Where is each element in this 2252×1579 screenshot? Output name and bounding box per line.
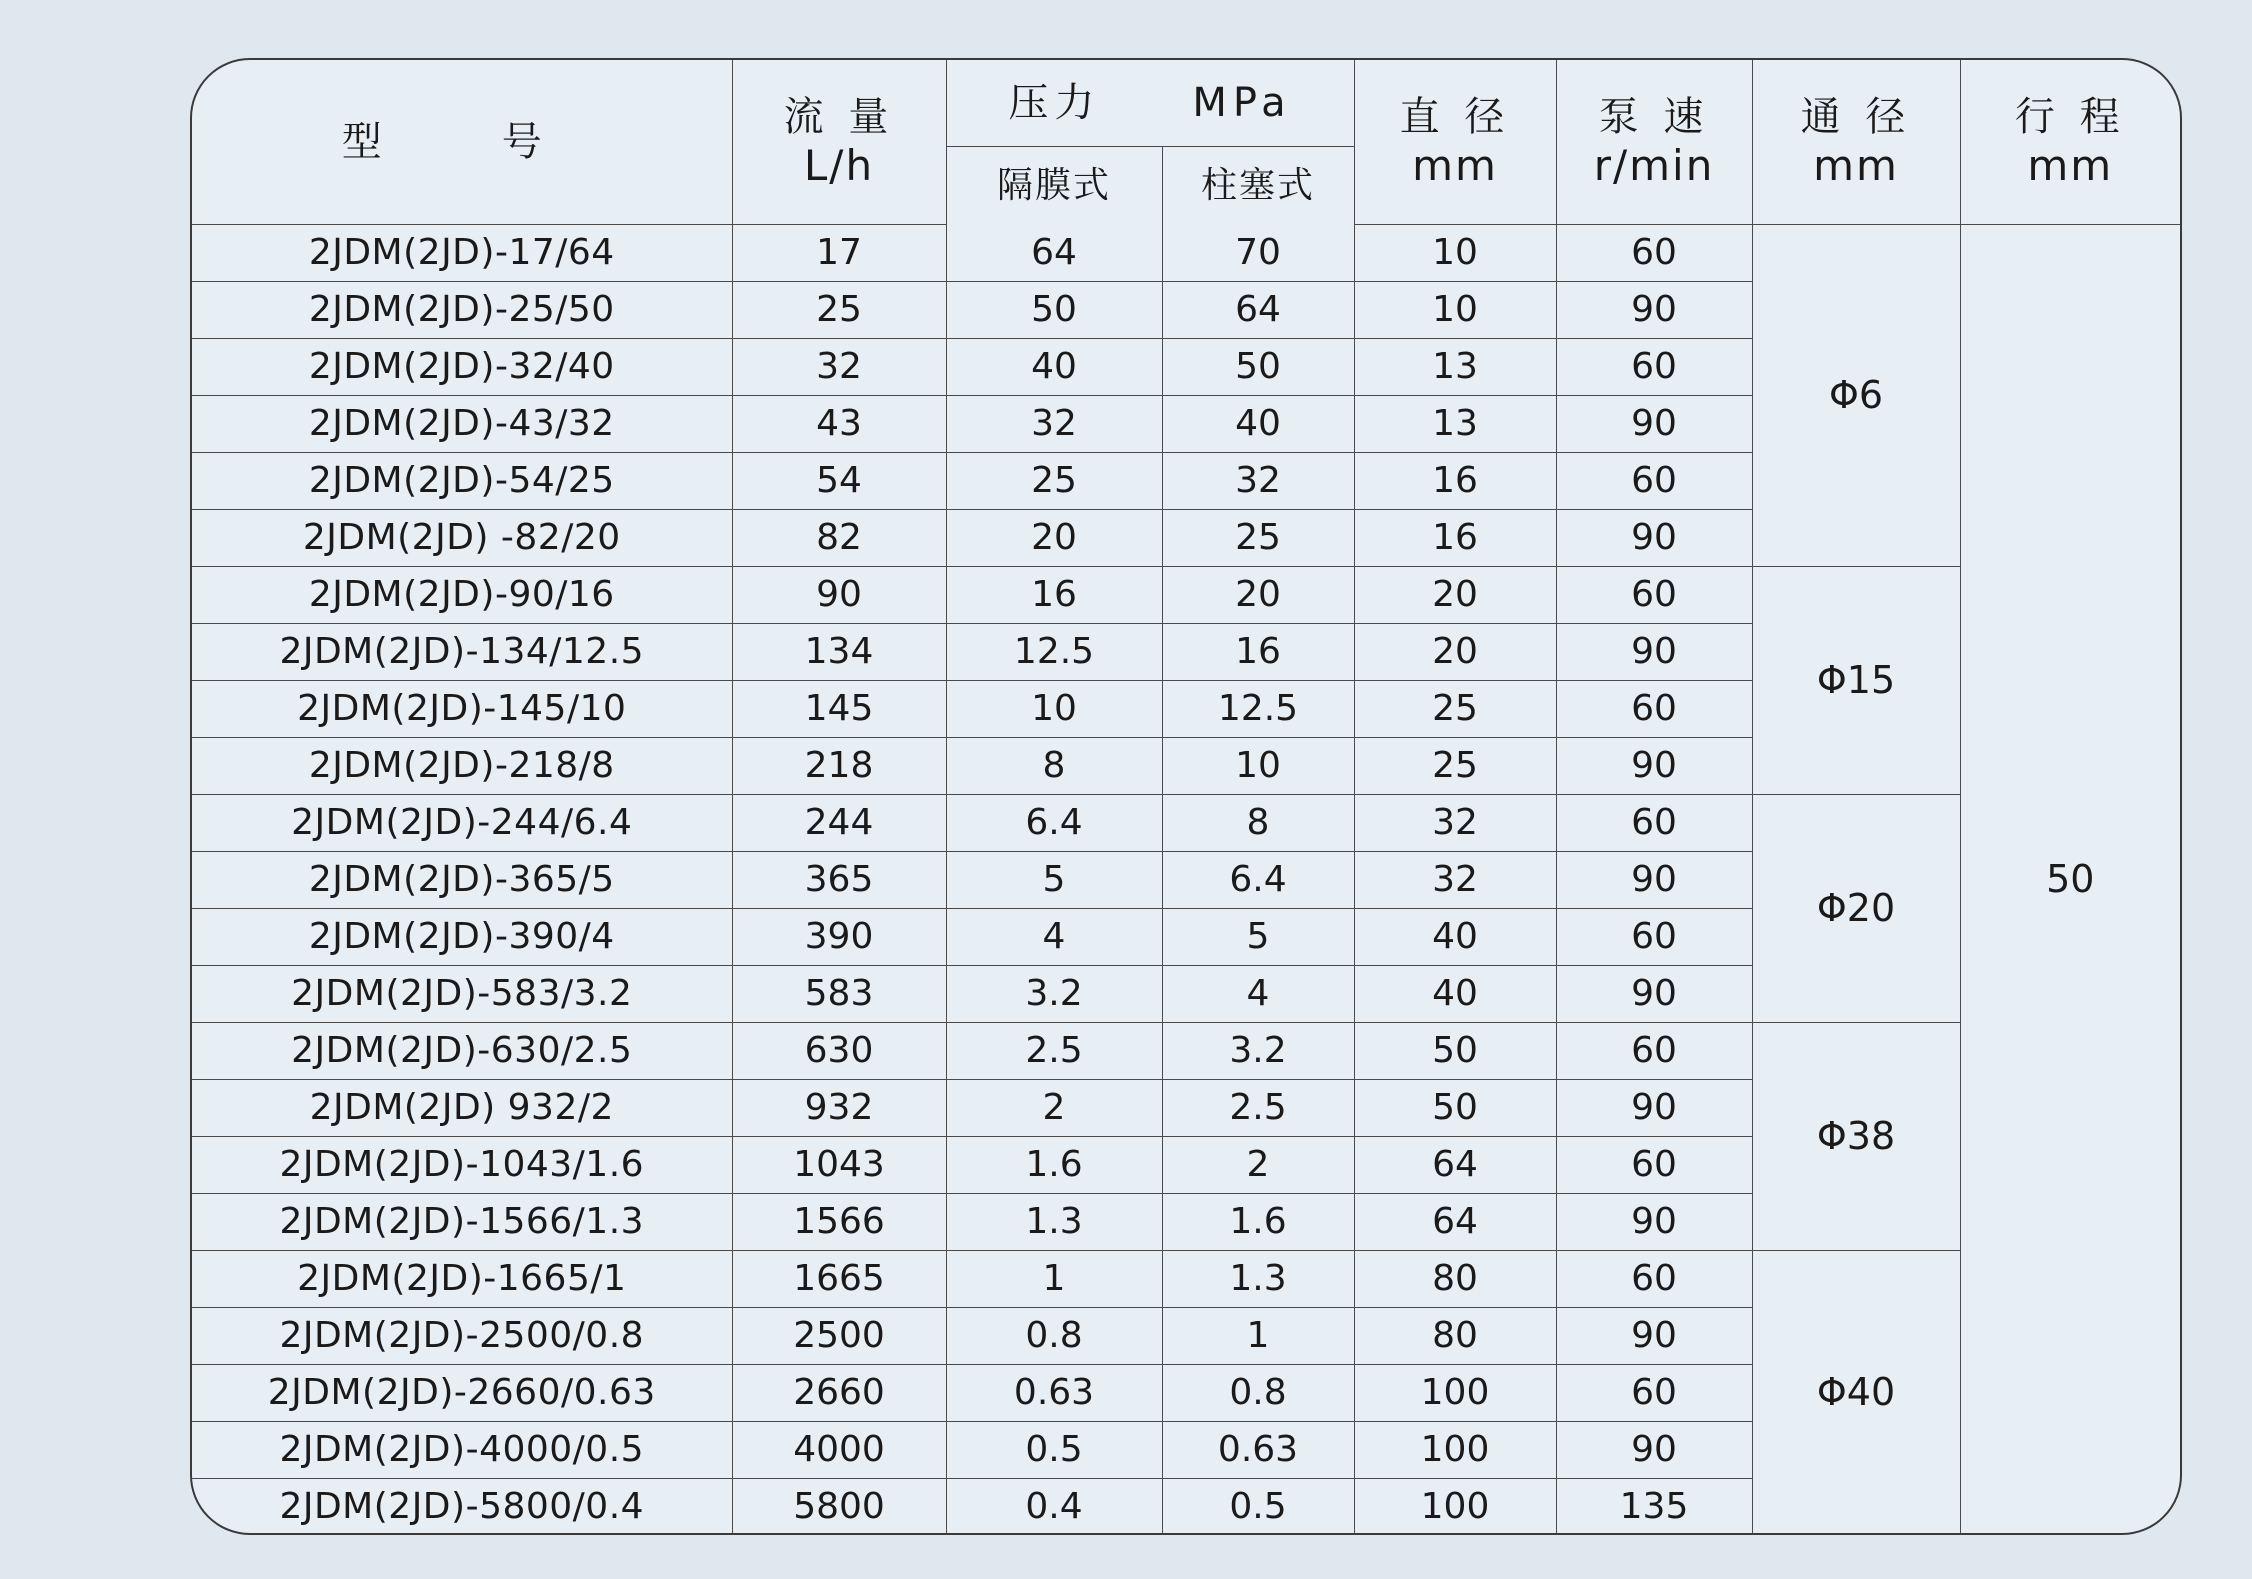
diaphragm-pressure-cell: 3.2 xyxy=(946,965,1162,1022)
flow-cell: 134 xyxy=(732,623,946,680)
speed-cell: 60 xyxy=(1556,794,1752,851)
speed-cell: 60 xyxy=(1556,680,1752,737)
table-row xyxy=(192,566,2180,623)
model-cell: 2JDM(2JD)-583/3.2 xyxy=(192,965,732,1022)
speed-cell: 60 xyxy=(1556,1136,1752,1193)
plunger-pressure-cell: 12.5 xyxy=(1162,680,1354,737)
diaphragm-pressure-cell: 0.63 xyxy=(946,1364,1162,1421)
model-cell: 2JDM(2JD)-32/40 xyxy=(192,338,732,395)
plunger-pressure-cell: 4 xyxy=(1162,965,1354,1022)
flow-cell: 2500 xyxy=(732,1307,946,1364)
diameter-cell: 25 xyxy=(1354,737,1556,794)
model-cell: 2JDM(2JD)-2660/0.63 xyxy=(192,1364,732,1421)
model-cell: 2JDM(2JD)-4000/0.5 xyxy=(192,1421,732,1478)
diameter-cell: 10 xyxy=(1354,224,1556,281)
plunger-pressure-cell: 32 xyxy=(1162,452,1354,509)
speed-cell: 90 xyxy=(1556,1307,1752,1364)
diameter-cell: 50 xyxy=(1354,1022,1556,1079)
diameter-cell: 64 xyxy=(1354,1193,1556,1250)
diaphragm-pressure-cell: 4 xyxy=(946,908,1162,965)
diaphragm-pressure-cell: 25 xyxy=(946,452,1162,509)
table-header xyxy=(192,60,2180,224)
speed-cell: 90 xyxy=(1556,737,1752,794)
plunger-pressure-cell: 0.8 xyxy=(1162,1364,1354,1421)
diaphragm-pressure-cell: 40 xyxy=(946,338,1162,395)
plunger-pressure-cell: 3.2 xyxy=(1162,1022,1354,1079)
table-row xyxy=(192,794,2180,851)
spec-table xyxy=(192,60,2180,1535)
diaphragm-pressure-cell: 16 xyxy=(946,566,1162,623)
diameter-cell: 16 xyxy=(1354,509,1556,566)
diaphragm-pressure-cell: 1 xyxy=(946,1250,1162,1307)
table-row xyxy=(192,1250,2180,1307)
model-cell: 2JDM(2JD)-54/25 xyxy=(192,452,732,509)
model-cell: 2JDM(2JD)-1665/1 xyxy=(192,1250,732,1307)
flow-cell: 43 xyxy=(732,395,946,452)
flow-cell: 390 xyxy=(732,908,946,965)
plunger-pressure-cell: 0.63 xyxy=(1162,1421,1354,1478)
speed-cell: 60 xyxy=(1556,1364,1752,1421)
flow-cell: 54 xyxy=(732,452,946,509)
diameter-cell: 16 xyxy=(1354,452,1556,509)
model-cell: 2JDM(2JD)-365/5 xyxy=(192,851,732,908)
diameter-cell: 32 xyxy=(1354,851,1556,908)
flow-cell: 32 xyxy=(732,338,946,395)
flow-cell: 1043 xyxy=(732,1136,946,1193)
speed-cell: 90 xyxy=(1556,851,1752,908)
bore-group-cell: Φ40 xyxy=(1752,1250,1960,1535)
header-pressure: 压力 MPa xyxy=(946,60,1354,146)
bore-group-cell: Φ38 xyxy=(1752,1022,1960,1250)
diameter-cell: 40 xyxy=(1354,908,1556,965)
flow-cell: 583 xyxy=(732,965,946,1022)
header-pressure-plunger: 柱塞式 xyxy=(1162,146,1354,224)
bore-group-cell: Φ20 xyxy=(1752,794,1960,1022)
plunger-pressure-cell: 6.4 xyxy=(1162,851,1354,908)
header-bore: 通 径 mm xyxy=(1752,60,1960,224)
diameter-cell: 25 xyxy=(1354,680,1556,737)
plunger-pressure-cell: 2 xyxy=(1162,1136,1354,1193)
diameter-cell: 40 xyxy=(1354,965,1556,1022)
flow-cell: 1566 xyxy=(732,1193,946,1250)
header-bore-unit: mm xyxy=(1813,140,1899,190)
diameter-cell: 80 xyxy=(1354,1250,1556,1307)
plunger-pressure-cell: 8 xyxy=(1162,794,1354,851)
bore-group-cell: Φ6 xyxy=(1752,224,1960,566)
speed-cell: 60 xyxy=(1556,452,1752,509)
plunger-pressure-cell: 1.6 xyxy=(1162,1193,1354,1250)
flow-cell: 5800 xyxy=(732,1478,946,1535)
plunger-pressure-cell: 20 xyxy=(1162,566,1354,623)
spec-table-frame xyxy=(190,58,2182,1535)
header-pressure-diaphragm: 隔膜式 xyxy=(946,146,1162,224)
diameter-cell: 50 xyxy=(1354,1079,1556,1136)
speed-cell: 60 xyxy=(1556,908,1752,965)
speed-cell: 90 xyxy=(1556,281,1752,338)
diaphragm-pressure-cell: 12.5 xyxy=(946,623,1162,680)
plunger-pressure-cell: 70 xyxy=(1162,224,1354,281)
diaphragm-pressure-cell: 1.3 xyxy=(946,1193,1162,1250)
diaphragm-pressure-cell: 2 xyxy=(946,1079,1162,1136)
table-row xyxy=(192,1022,2180,1079)
plunger-pressure-cell: 64 xyxy=(1162,281,1354,338)
speed-cell: 90 xyxy=(1556,1079,1752,1136)
diameter-cell: 64 xyxy=(1354,1136,1556,1193)
stroke-cell: 50 xyxy=(1960,224,2180,1535)
diaphragm-pressure-cell: 0.4 xyxy=(946,1478,1162,1535)
header-speed: 泵 速 r/min xyxy=(1556,60,1752,224)
diaphragm-pressure-cell: 6.4 xyxy=(946,794,1162,851)
diaphragm-pressure-cell: 50 xyxy=(946,281,1162,338)
diameter-cell: 20 xyxy=(1354,623,1556,680)
speed-cell: 60 xyxy=(1556,1022,1752,1079)
model-cell: 2JDM(2JD) -82/20 xyxy=(192,509,732,566)
header-flow: 流 量 L/h xyxy=(732,60,946,224)
flow-cell: 1665 xyxy=(732,1250,946,1307)
flow-cell: 82 xyxy=(732,509,946,566)
table-body xyxy=(192,224,2180,1535)
plunger-pressure-cell: 16 xyxy=(1162,623,1354,680)
speed-cell: 60 xyxy=(1556,338,1752,395)
plunger-pressure-cell: 1 xyxy=(1162,1307,1354,1364)
diameter-cell: 20 xyxy=(1354,566,1556,623)
diaphragm-pressure-cell: 10 xyxy=(946,680,1162,737)
speed-cell: 90 xyxy=(1556,1193,1752,1250)
model-cell: 2JDM(2JD)-5800/0.4 xyxy=(192,1478,732,1535)
plunger-pressure-cell: 1.3 xyxy=(1162,1250,1354,1307)
header-model: 型 号 xyxy=(192,60,732,224)
model-cell: 2JDM(2JD)-43/32 xyxy=(192,395,732,452)
flow-cell: 145 xyxy=(732,680,946,737)
speed-cell: 60 xyxy=(1556,1250,1752,1307)
flow-cell: 25 xyxy=(732,281,946,338)
diameter-cell: 100 xyxy=(1354,1364,1556,1421)
model-cell: 2JDM(2JD)-145/10 xyxy=(192,680,732,737)
model-cell: 2JDM(2JD) 932/2 xyxy=(192,1079,732,1136)
diaphragm-pressure-cell: 0.8 xyxy=(946,1307,1162,1364)
model-cell: 2JDM(2JD)-17/64 xyxy=(192,224,732,281)
speed-cell: 90 xyxy=(1556,1421,1752,1478)
diaphragm-pressure-cell: 2.5 xyxy=(946,1022,1162,1079)
diameter-cell: 80 xyxy=(1354,1307,1556,1364)
plunger-pressure-cell: 5 xyxy=(1162,908,1354,965)
diameter-cell: 32 xyxy=(1354,794,1556,851)
table-row xyxy=(192,224,2180,281)
header-flow-unit: L/h xyxy=(803,140,875,190)
diaphragm-pressure-cell: 1.6 xyxy=(946,1136,1162,1193)
flow-cell: 17 xyxy=(732,224,946,281)
header-stroke: 行 程 mm xyxy=(1960,60,2180,224)
diaphragm-pressure-cell: 5 xyxy=(946,851,1162,908)
diameter-cell: 10 xyxy=(1354,281,1556,338)
model-cell: 2JDM(2JD)-25/50 xyxy=(192,281,732,338)
diaphragm-pressure-cell: 20 xyxy=(946,509,1162,566)
model-cell: 2JDM(2JD)-2500/0.8 xyxy=(192,1307,732,1364)
diameter-cell: 100 xyxy=(1354,1421,1556,1478)
flow-cell: 4000 xyxy=(732,1421,946,1478)
bore-group-cell: Φ15 xyxy=(1752,566,1960,794)
header-speed-unit: r/min xyxy=(1593,140,1715,190)
model-cell: 2JDM(2JD)-218/8 xyxy=(192,737,732,794)
model-cell: 2JDM(2JD)-630/2.5 xyxy=(192,1022,732,1079)
model-cell: 2JDM(2JD)-1043/1.6 xyxy=(192,1136,732,1193)
model-cell: 2JDM(2JD)-134/12.5 xyxy=(192,623,732,680)
flow-cell: 90 xyxy=(732,566,946,623)
model-cell: 2JDM(2JD)-90/16 xyxy=(192,566,732,623)
diaphragm-pressure-cell: 8 xyxy=(946,737,1162,794)
flow-cell: 630 xyxy=(732,1022,946,1079)
plunger-pressure-cell: 10 xyxy=(1162,737,1354,794)
speed-cell: 90 xyxy=(1556,965,1752,1022)
header-diameter-unit: mm xyxy=(1412,140,1498,190)
diaphragm-pressure-cell: 64 xyxy=(946,224,1162,281)
diameter-cell: 100 xyxy=(1354,1478,1556,1535)
model-cell: 2JDM(2JD)-390/4 xyxy=(192,908,732,965)
flow-cell: 2660 xyxy=(732,1364,946,1421)
speed-cell: 60 xyxy=(1556,224,1752,281)
speed-cell: 90 xyxy=(1556,395,1752,452)
flow-cell: 244 xyxy=(732,794,946,851)
flow-cell: 932 xyxy=(732,1079,946,1136)
plunger-pressure-cell: 40 xyxy=(1162,395,1354,452)
diameter-cell: 13 xyxy=(1354,395,1556,452)
plunger-pressure-cell: 2.5 xyxy=(1162,1079,1354,1136)
speed-cell: 135 xyxy=(1556,1478,1752,1535)
header-diameter: 直 径 mm xyxy=(1354,60,1556,224)
speed-cell: 90 xyxy=(1556,509,1752,566)
diaphragm-pressure-cell: 32 xyxy=(946,395,1162,452)
model-cell: 2JDM(2JD)-244/6.4 xyxy=(192,794,732,851)
flow-cell: 218 xyxy=(732,737,946,794)
diameter-cell: 13 xyxy=(1354,338,1556,395)
model-cell: 2JDM(2JD)-1566/1.3 xyxy=(192,1193,732,1250)
plunger-pressure-cell: 25 xyxy=(1162,509,1354,566)
plunger-pressure-cell: 50 xyxy=(1162,338,1354,395)
diaphragm-pressure-cell: 0.5 xyxy=(946,1421,1162,1478)
flow-cell: 365 xyxy=(732,851,946,908)
speed-cell: 90 xyxy=(1556,623,1752,680)
speed-cell: 60 xyxy=(1556,566,1752,623)
plunger-pressure-cell: 0.5 xyxy=(1162,1478,1354,1535)
header-stroke-unit: mm xyxy=(2027,140,2114,190)
